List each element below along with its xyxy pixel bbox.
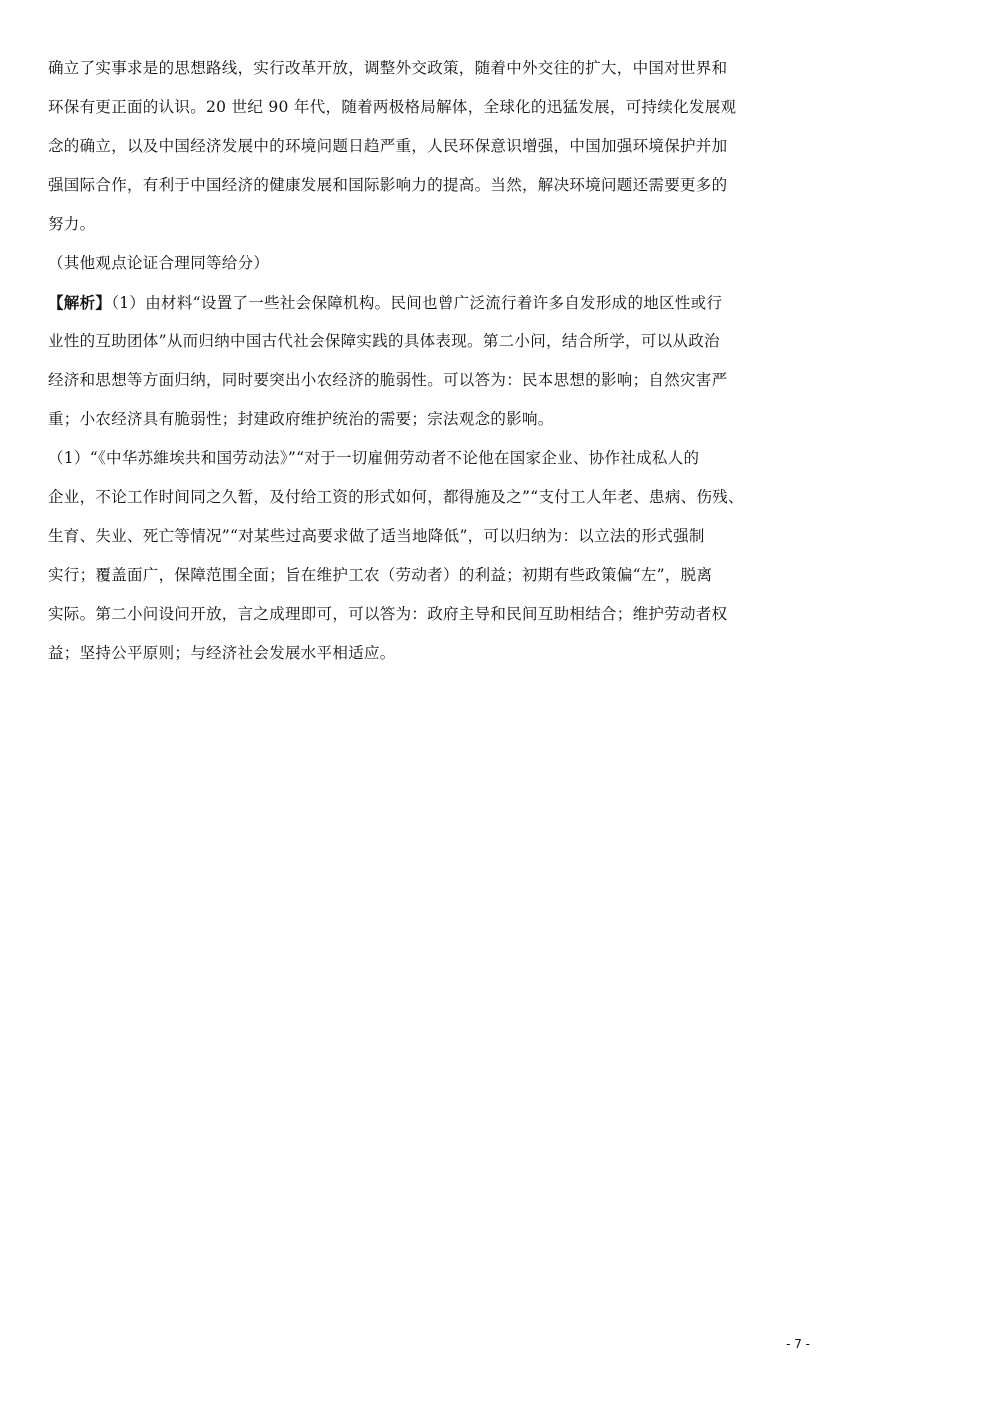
text-line: 确立了实事求是的思想路线，实行改革开放，调整外交政策，随着中外交往的扩大，中国对世界和 <box>48 59 728 77</box>
analysis-label: 【解析】 <box>48 293 112 312</box>
text-line: 业性的互助团体”从而归纳中国古代社会保障实践的具体表现。第二小问，结合所学，可以从政治 <box>48 332 720 350</box>
text-line <box>48 287 808 326</box>
scoring-note: （其他观点论证合理同等给分） <box>48 254 270 272</box>
text-line: 企业，不论工作时间同之久暂，及付给工资的形式如何，都得施及之”“支付工人年老、患病、伤残、 <box>48 488 744 506</box>
paragraph-labor-law <box>48 443 808 677</box>
text-line: 环保有更正面的认识。20 世纪 90 年代，随着两极格局解体，全球化的迅猛发展，可持续化发展观 <box>48 98 737 116</box>
text-line: 益；坚持公平原则；与经济社会发展水平相适应。 <box>48 644 396 662</box>
text-line: 生育、失业、死亡等情况”“对某些过高要求做了适当地降低”，可以归纳为：以立法的形式强制 <box>48 527 705 545</box>
text-line: 强国际合作，有利于中国经济的健康发展和国际影响力的提高。当然，解决环境问题还需要更多的 <box>48 176 728 194</box>
text-line: 经济和思想等方面归纳，同时要突出小农经济的脆弱性。可以答为：民本思想的影响；自然灾害严 <box>48 371 728 389</box>
paragraph-analysis <box>48 287 808 443</box>
text-line: 念的确立，以及中国经济发展中的环境问题日趋严重，人民环保意识增强，中国加强环境保护并加 <box>48 137 728 155</box>
analysis-first-line: （1）由材料“设置了一些社会保障机构。民间也曾广泛流行着许多自发形成的地区性或行 <box>111 294 723 312</box>
text-line: 努力。 <box>48 215 96 233</box>
text-line: 实行；覆盖面广，保障范围全面；旨在维护工农（劳动者）的利益；初期有些政策偏“左”，脱离 <box>48 566 713 584</box>
document-body <box>48 53 808 677</box>
text-line: （1）“《中华苏維埃共和国劳动法》”“对于一切雇佣劳动者不论他在国家企业、协作社成私人的 <box>48 449 700 467</box>
text-line: 重；小农经济具有脆弱性；封建政府维护统治的需要；宗法观念的影响。 <box>48 410 554 428</box>
paragraph-environment <box>48 53 808 248</box>
page-number: - 7 - <box>786 1337 810 1351</box>
text-line: 实际。第二小问设问开放，言之成理即可，可以答为：政府主导和民间互助相结合；维护劳动者权 <box>48 605 728 623</box>
